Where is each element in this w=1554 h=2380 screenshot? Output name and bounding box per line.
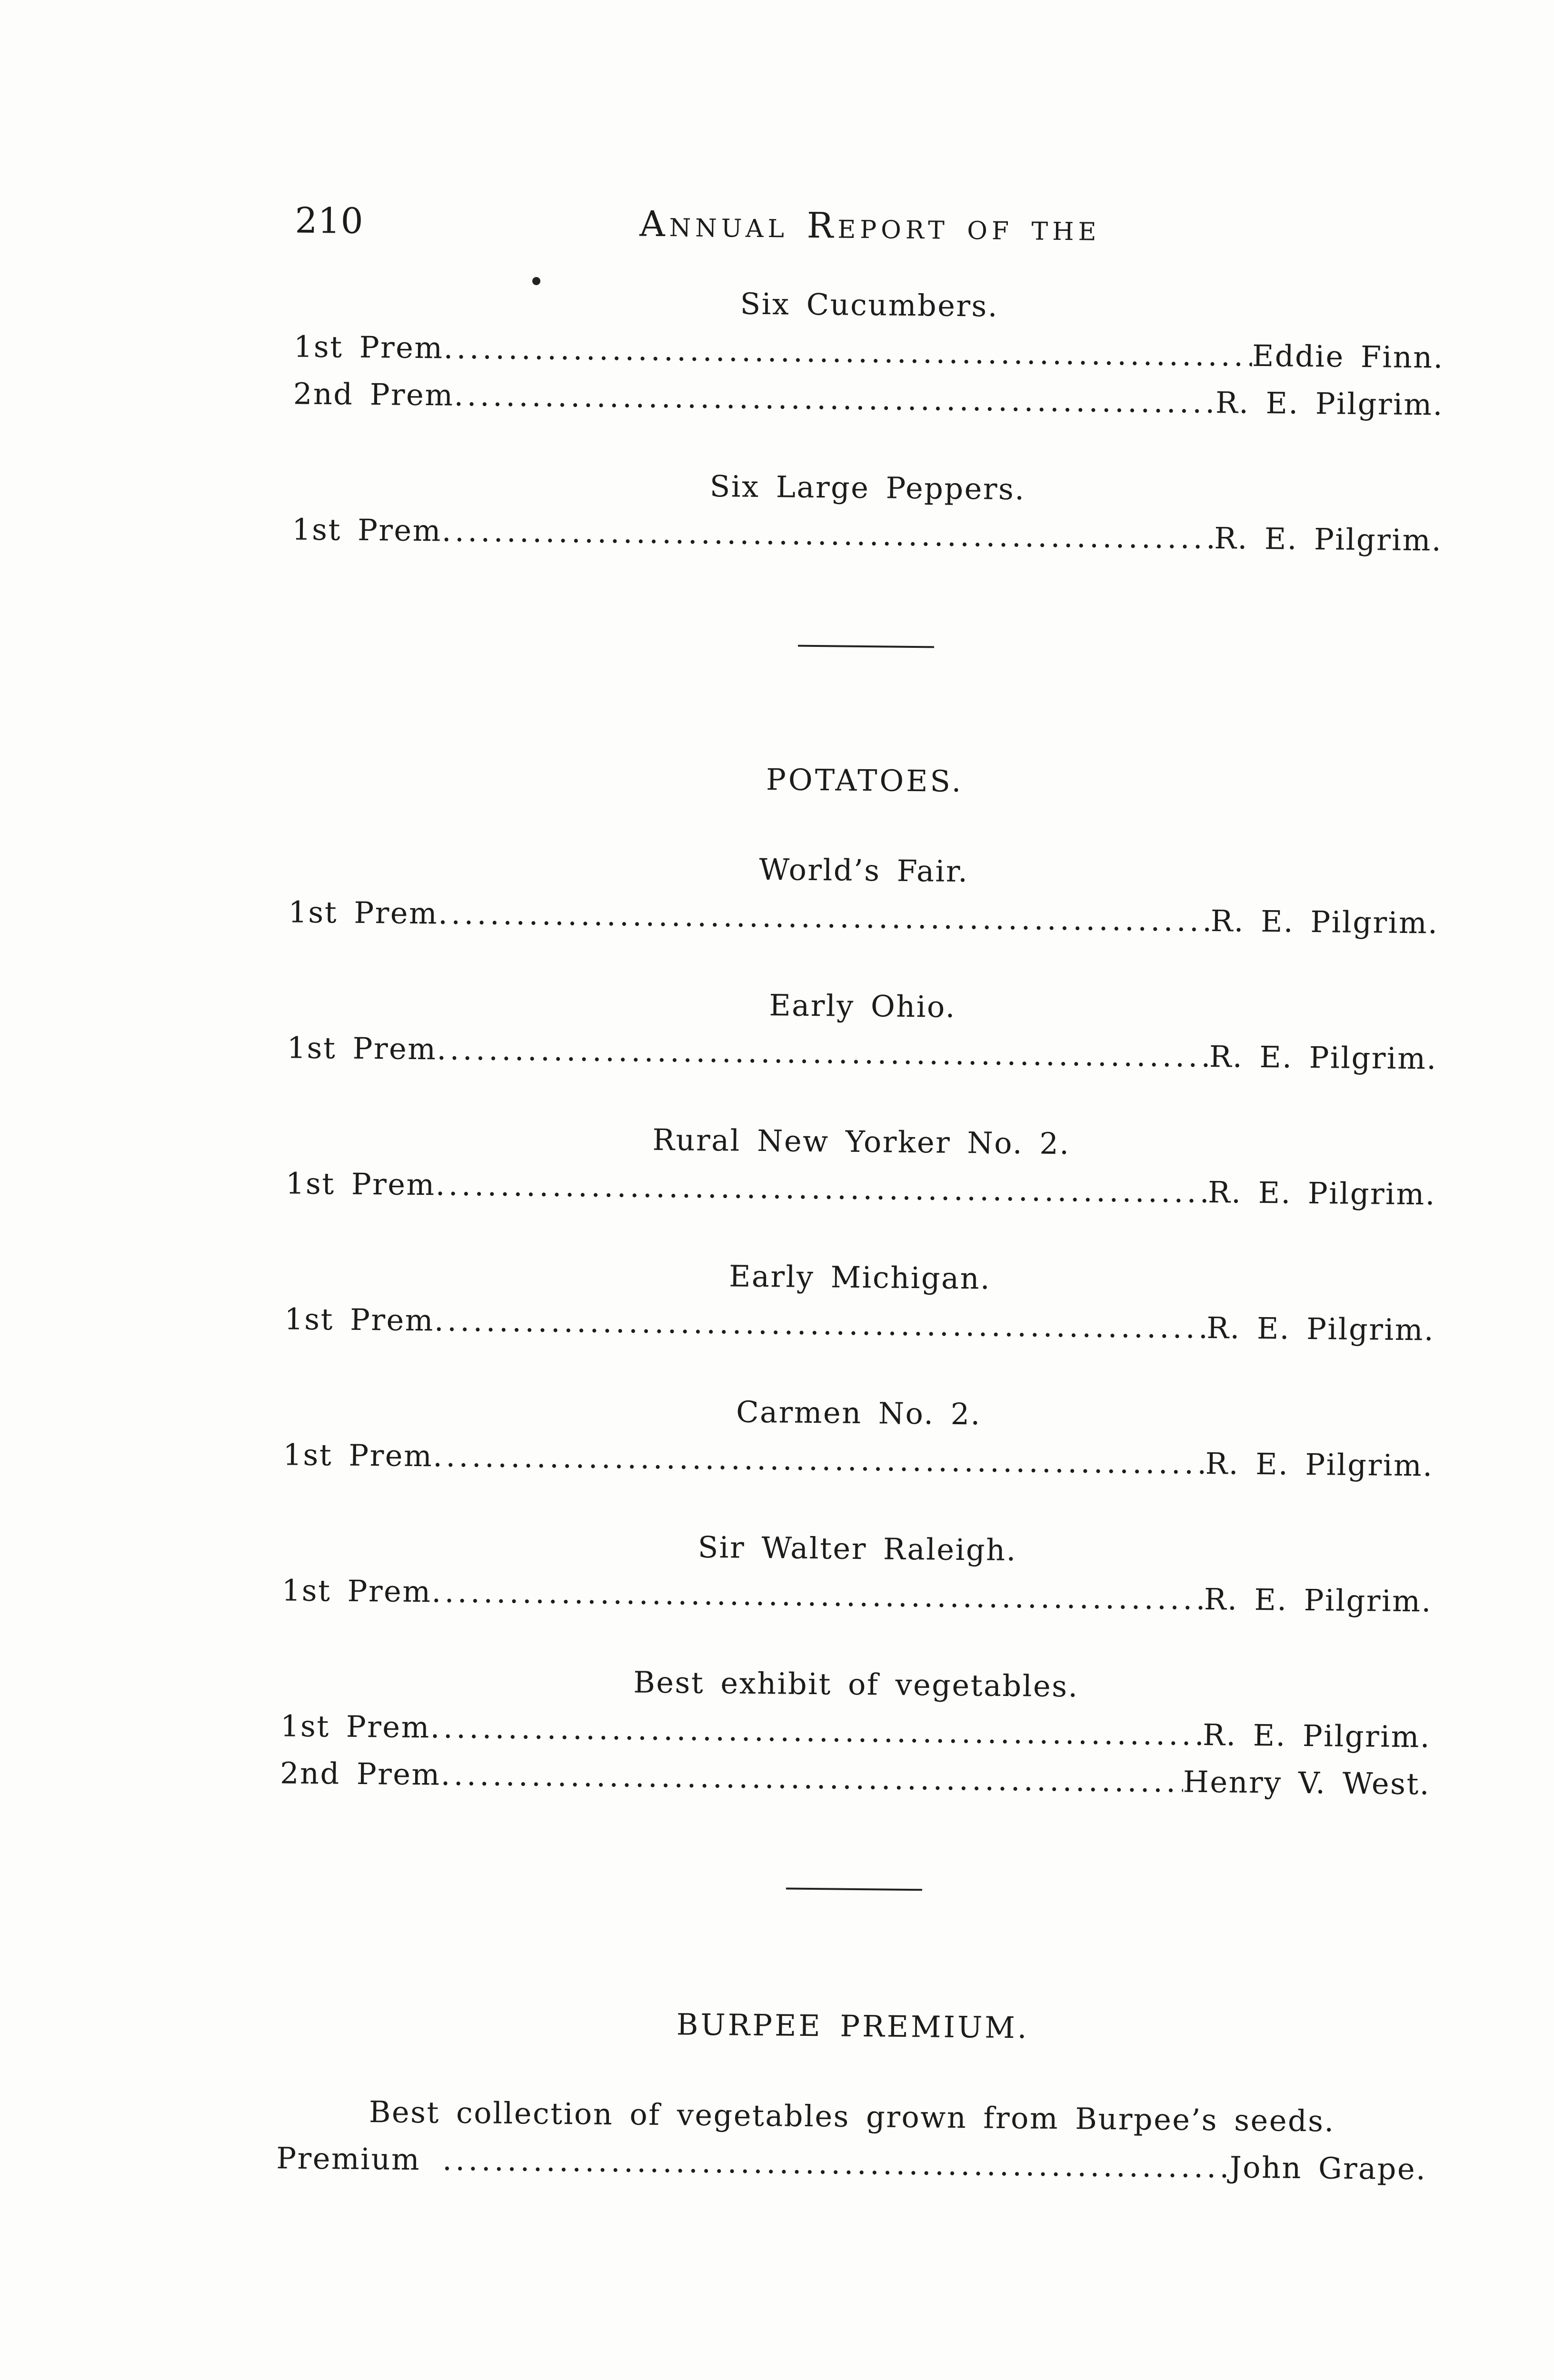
potatoes-heading: POTATOES. xyxy=(766,762,964,799)
class-title: Rural New Yorker No. 2. xyxy=(652,1122,1070,1161)
leader-dots xyxy=(437,1025,1209,1080)
running-head-title: Annual Report of the xyxy=(639,203,1101,249)
leader-dots xyxy=(431,1568,1204,1623)
award-place: 1st Prem xyxy=(288,894,438,931)
class-title: Early Ohio. xyxy=(769,987,956,1024)
award-place: 2nd Prem xyxy=(293,376,454,413)
award-place: 1st Prem xyxy=(280,1708,431,1745)
page-number: 210 xyxy=(295,200,364,242)
leader-dots xyxy=(430,1704,1203,1758)
award-winner: John Grape. xyxy=(1229,2150,1427,2186)
class-title: Best exhibit of vegetables. xyxy=(633,1664,1079,1704)
award-place: 1st Prem xyxy=(285,1165,436,1202)
section-divider xyxy=(786,1888,922,1891)
award-place: 1st Prem xyxy=(281,1572,432,1609)
award-winner: Henry V. West. xyxy=(1183,1764,1431,1802)
class-title: World’s Fair. xyxy=(759,852,969,889)
leader-dots xyxy=(443,324,1252,379)
award-place: 1st Prem xyxy=(284,1301,435,1338)
class-title: Six Cucumbers. xyxy=(740,286,999,324)
award-winner: R. E. Pilgrim. xyxy=(1206,1310,1435,1348)
award-place: Premium xyxy=(276,2140,421,2177)
award-winner: R. E. Pilgrim. xyxy=(1209,1039,1438,1076)
leader-dots xyxy=(440,1751,1183,1805)
burpee-premium-heading: BURPEE PREMIUM. xyxy=(676,2006,1029,2045)
award-winner: R. E. Pilgrim. xyxy=(1204,1581,1433,1619)
leader-dots xyxy=(454,371,1215,426)
award-winner: R. E. Pilgrim. xyxy=(1205,1446,1434,1483)
leader-dots xyxy=(434,1297,1207,1351)
award-winner: R. E. Pilgrim. xyxy=(1215,385,1444,422)
award-winner: R. E. Pilgrim. xyxy=(1214,520,1443,558)
running-header xyxy=(295,197,1445,255)
premium-class xyxy=(280,1655,1432,1807)
premium-class xyxy=(293,276,1445,428)
class-title: Six Large Peppers. xyxy=(709,468,1026,506)
award-place: 1st Prem xyxy=(287,1030,437,1066)
award-place: 1st Prem xyxy=(291,511,442,548)
leader-dots xyxy=(433,1432,1205,1487)
premium-class xyxy=(281,1519,1433,1625)
page-content xyxy=(276,185,1445,2195)
leader-dots xyxy=(438,890,1211,944)
burpee-premium-description: Best collection of vegetables grown from Burpee’s seeds. xyxy=(369,2094,1335,2139)
award-winner: R. E. Pilgrim. xyxy=(1207,1174,1436,1212)
premium-class xyxy=(283,1384,1434,1489)
award-place: 2nd Prem xyxy=(279,1755,441,1792)
class-title: Early Michigan. xyxy=(728,1258,991,1296)
award-winner: R. E. Pilgrim. xyxy=(1202,1717,1431,1755)
award-place: 1st Prem xyxy=(283,1437,433,1473)
section-divider xyxy=(798,645,934,648)
premium-class xyxy=(292,458,1443,564)
premium-class xyxy=(286,1112,1437,1218)
class-title: Sir Walter Raleigh. xyxy=(697,1529,1017,1567)
premium-class xyxy=(288,841,1439,946)
class-title: Carmen No. 2. xyxy=(736,1394,982,1431)
premium-class xyxy=(287,977,1438,1082)
award-winner: R. E. Pilgrim. xyxy=(1210,903,1439,941)
award-place: 1st Prem xyxy=(293,328,444,366)
leader-dots xyxy=(442,507,1215,562)
leader-dots xyxy=(442,2136,1230,2191)
award-winner: Eddie Finn. xyxy=(1252,338,1444,375)
premium-class xyxy=(284,1248,1435,1353)
leader-dots xyxy=(435,1161,1208,1216)
